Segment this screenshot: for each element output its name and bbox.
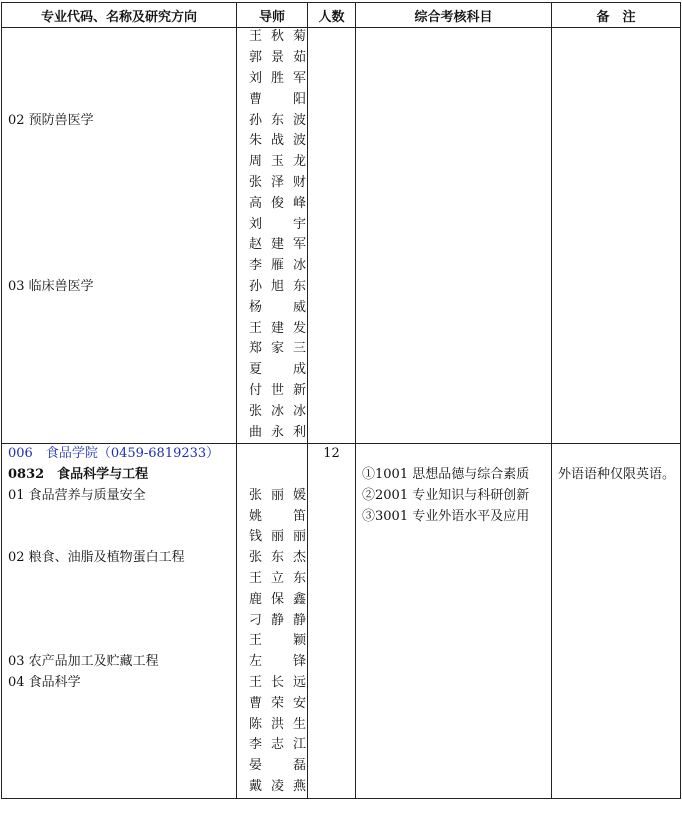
advisor-name: 夏 成 — [249, 362, 306, 377]
advisor-name: 张冰冰 — [249, 404, 306, 419]
exam-subject: ②2001 专业知识与科研创新 — [362, 488, 530, 503]
advisor-name: 付世新 — [249, 383, 306, 398]
advisor-name: 赵建军 — [249, 237, 306, 252]
direction-label: 04 食品科学 — [8, 675, 81, 690]
advisor-name: 刘胜军 — [249, 71, 306, 86]
advisor-name: 晏 磊 — [249, 758, 306, 773]
header-note: 备 注 — [596, 9, 636, 25]
advisor-name: 钱丽丽 — [249, 529, 306, 544]
table-border-bottom — [1, 798, 681, 799]
advisor-name: 曲永利 — [249, 425, 306, 440]
exam-subject: ③3001 专业外语水平及应用 — [362, 509, 530, 524]
direction-label: 02 预防兽医学 — [8, 113, 94, 128]
column-divider — [355, 2, 356, 799]
advisor-name: 王 颖 — [249, 633, 306, 648]
advisor-name: 曹 阳 — [249, 92, 306, 107]
advisor-name: 刁静静 — [249, 613, 306, 628]
advisor-name: 郭景茹 — [249, 50, 306, 65]
direction-label: 01 食品营养与质量安全 — [8, 488, 146, 503]
advisor-name: 刘 宇 — [249, 217, 306, 232]
advisor-name: 孙旭东 — [249, 279, 306, 294]
direction-label: 03 农产品加工及贮藏工程 — [8, 654, 159, 669]
exam-subject: ①1001 思想品德与综合素质 — [362, 467, 530, 482]
advisor-name: 王建发 — [249, 321, 306, 336]
college-title: 006 食品学院（0459-6819233） — [8, 446, 220, 461]
advisor-name: 戴凌燕 — [249, 779, 306, 794]
advisor-name: 陈洪生 — [249, 717, 306, 732]
advisor-name: 鹿保鑫 — [249, 592, 306, 607]
major-title: 0832 食品科学与工程 — [8, 467, 149, 482]
enrollment-count: 12 — [323, 446, 340, 461]
advisor-name: 张丽媛 — [249, 488, 306, 503]
column-divider — [236, 2, 237, 799]
advisor-name: 李志江 — [249, 737, 306, 752]
table-border-right — [680, 2, 681, 799]
direction-label: 02 粮食、油脂及植物蛋白工程 — [8, 550, 185, 565]
advisor-name: 朱战波 — [249, 133, 306, 148]
column-divider — [551, 2, 552, 799]
advisor-name: 曹荣安 — [249, 696, 306, 711]
table-border-top — [1, 2, 681, 3]
advisor-name: 王长远 — [249, 675, 306, 690]
advisor-name: 李雁冰 — [249, 258, 306, 273]
advisor-name: 周玉龙 — [249, 154, 306, 169]
header-count: 人数 — [318, 9, 345, 25]
header-advisor: 导师 — [258, 9, 285, 25]
advisor-name: 郑家三 — [249, 341, 306, 356]
advisor-name: 杨 威 — [249, 300, 306, 315]
column-divider — [307, 2, 308, 799]
table-border-left — [1, 2, 2, 799]
header-exam: 综合考核科目 — [414, 9, 493, 25]
advisor-name: 张东杰 — [249, 550, 306, 565]
advisor-name: 王立东 — [249, 571, 306, 586]
header-row-divider — [1, 27, 681, 28]
remark-text: 外语语种仅限英语。 — [558, 467, 676, 482]
direction-label: 03 临床兽医学 — [8, 279, 94, 294]
advisor-name: 左 锋 — [249, 654, 306, 669]
advisor-name: 王秋菊 — [249, 29, 306, 44]
advisor-name: 姚 笛 — [249, 509, 306, 524]
advisor-name: 张泽财 — [249, 175, 306, 190]
advisor-name: 孙东波 — [249, 113, 306, 128]
header-major: 专业代码、名称及研究方向 — [40, 9, 197, 25]
advisor-name: 高俊峰 — [249, 196, 306, 211]
